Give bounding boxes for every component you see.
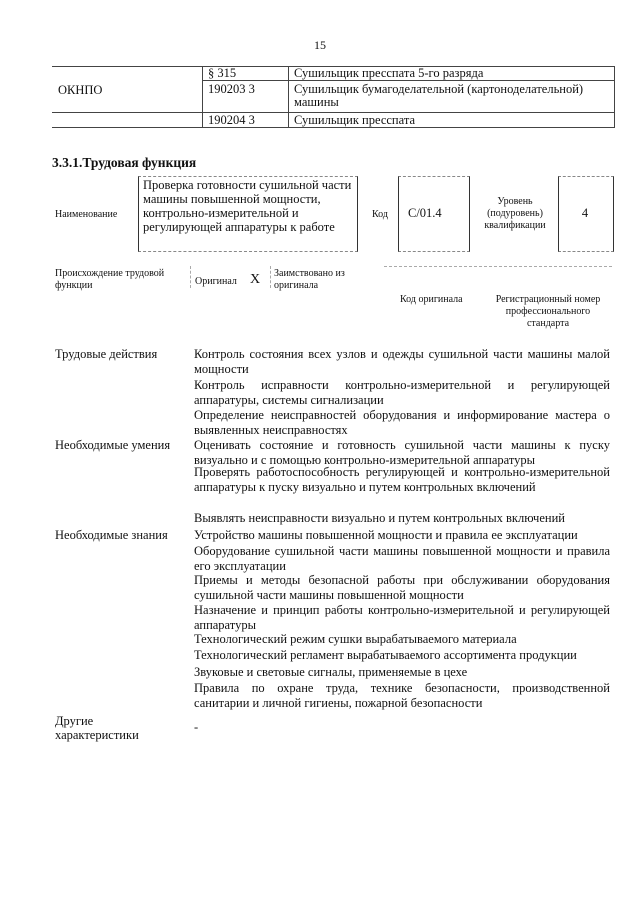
list-item: Звуковые и световые сигналы, применяемые в цехе	[194, 665, 468, 679]
table-row-name: Сушильщик пресспата 5-го разряда	[294, 66, 484, 80]
section-label-other: Другие характеристики	[55, 714, 139, 742]
original-mark: X	[250, 272, 261, 287]
code-value: С/01.4	[408, 206, 442, 220]
list-item: Выявлять неисправности визуально и путем контрольных включений	[194, 511, 565, 525]
divider	[270, 266, 272, 288]
level-label: Уровень (подуровень) квалификации	[484, 196, 546, 231]
list-item: Технологический режим сушки вырабатываемого материала	[194, 632, 517, 646]
table-row-name: Сушильщик бумагоделательной (картоноделательной) машины	[294, 82, 584, 109]
code-label: Код	[372, 209, 388, 220]
oknpo-table	[52, 66, 614, 128]
reg-number-label: Регистрационный номер профессионального стандарта	[495, 294, 601, 329]
section-label-skills: Необходимые умения	[55, 438, 171, 452]
divider	[384, 266, 612, 267]
list-item: Определение неисправностей оборудования и информирование мастера о выявленных неисправностях	[194, 408, 610, 437]
borrowed-label: Заимствовано из оригинала	[274, 268, 345, 291]
table-row-code: § 315	[208, 66, 237, 80]
list-item: Правила по охране труда, технике безопасности, производственной санитарии и личной гигиены, пожарной безопасности	[194, 681, 610, 710]
code-original-label: Код оригинала	[400, 294, 463, 305]
oknpo-label: ОКНПО	[58, 83, 103, 97]
section-label-knowledge: Необходимые знания	[55, 528, 168, 542]
section-label-actions: Трудовые действия	[55, 347, 158, 361]
table-row-name: Сушильщик пресспата	[294, 113, 416, 127]
name-label: Наименование	[55, 209, 118, 220]
list-item: Проверять работоспособность регулирующей и контрольно-измерительной аппаратуры к пуску визуально и путем контрольных включений	[194, 465, 610, 494]
table-row-code: 190204 3	[208, 113, 255, 127]
divider	[190, 266, 192, 288]
page-number: 15	[314, 38, 326, 52]
list-item: Оценивать состояние и готовность сушильной части машины к пуску визуально и с помощью контрольно-измерительной аппаратуры	[194, 438, 610, 467]
list-item: Приемы и методы безопасной работы при обслуживании оборудования сушильной части машины повышенной мощности	[194, 573, 610, 602]
section-title: 3.3.1.Трудовая функция	[52, 155, 197, 170]
list-item: Контроль состояния всех узлов и одежды сушильной части машины малой мощности	[194, 347, 610, 376]
list-item: Технологический регламент вырабатываемого ассортимента продукции	[194, 648, 577, 662]
original-label: Оригинал	[195, 276, 237, 287]
list-item: Назначение и принцип работы контрольно-измерительной и регулирующей аппаратуры	[194, 603, 610, 632]
table-row-code: 190203 3	[208, 82, 255, 96]
function-name: Проверка готовности сушильной части машины повышенной мощности, контрольно-измерительной и регулирующей аппаратуры к работе	[143, 178, 352, 234]
list-item: Оборудование сушильной части машины повышенной мощности и правила его эксплуатации	[194, 544, 610, 573]
list-item: Контроль исправности контрольно-измерительной и регулирующей аппаратуры, системы сигнализации	[194, 378, 610, 407]
list-item: Устройство машины повышенной мощности и правила ее эксплуатации	[194, 528, 578, 542]
origin-label: Происхождение трудовой функции	[55, 268, 165, 291]
other-value: -	[194, 720, 199, 734]
level-value: 4	[581, 206, 589, 220]
